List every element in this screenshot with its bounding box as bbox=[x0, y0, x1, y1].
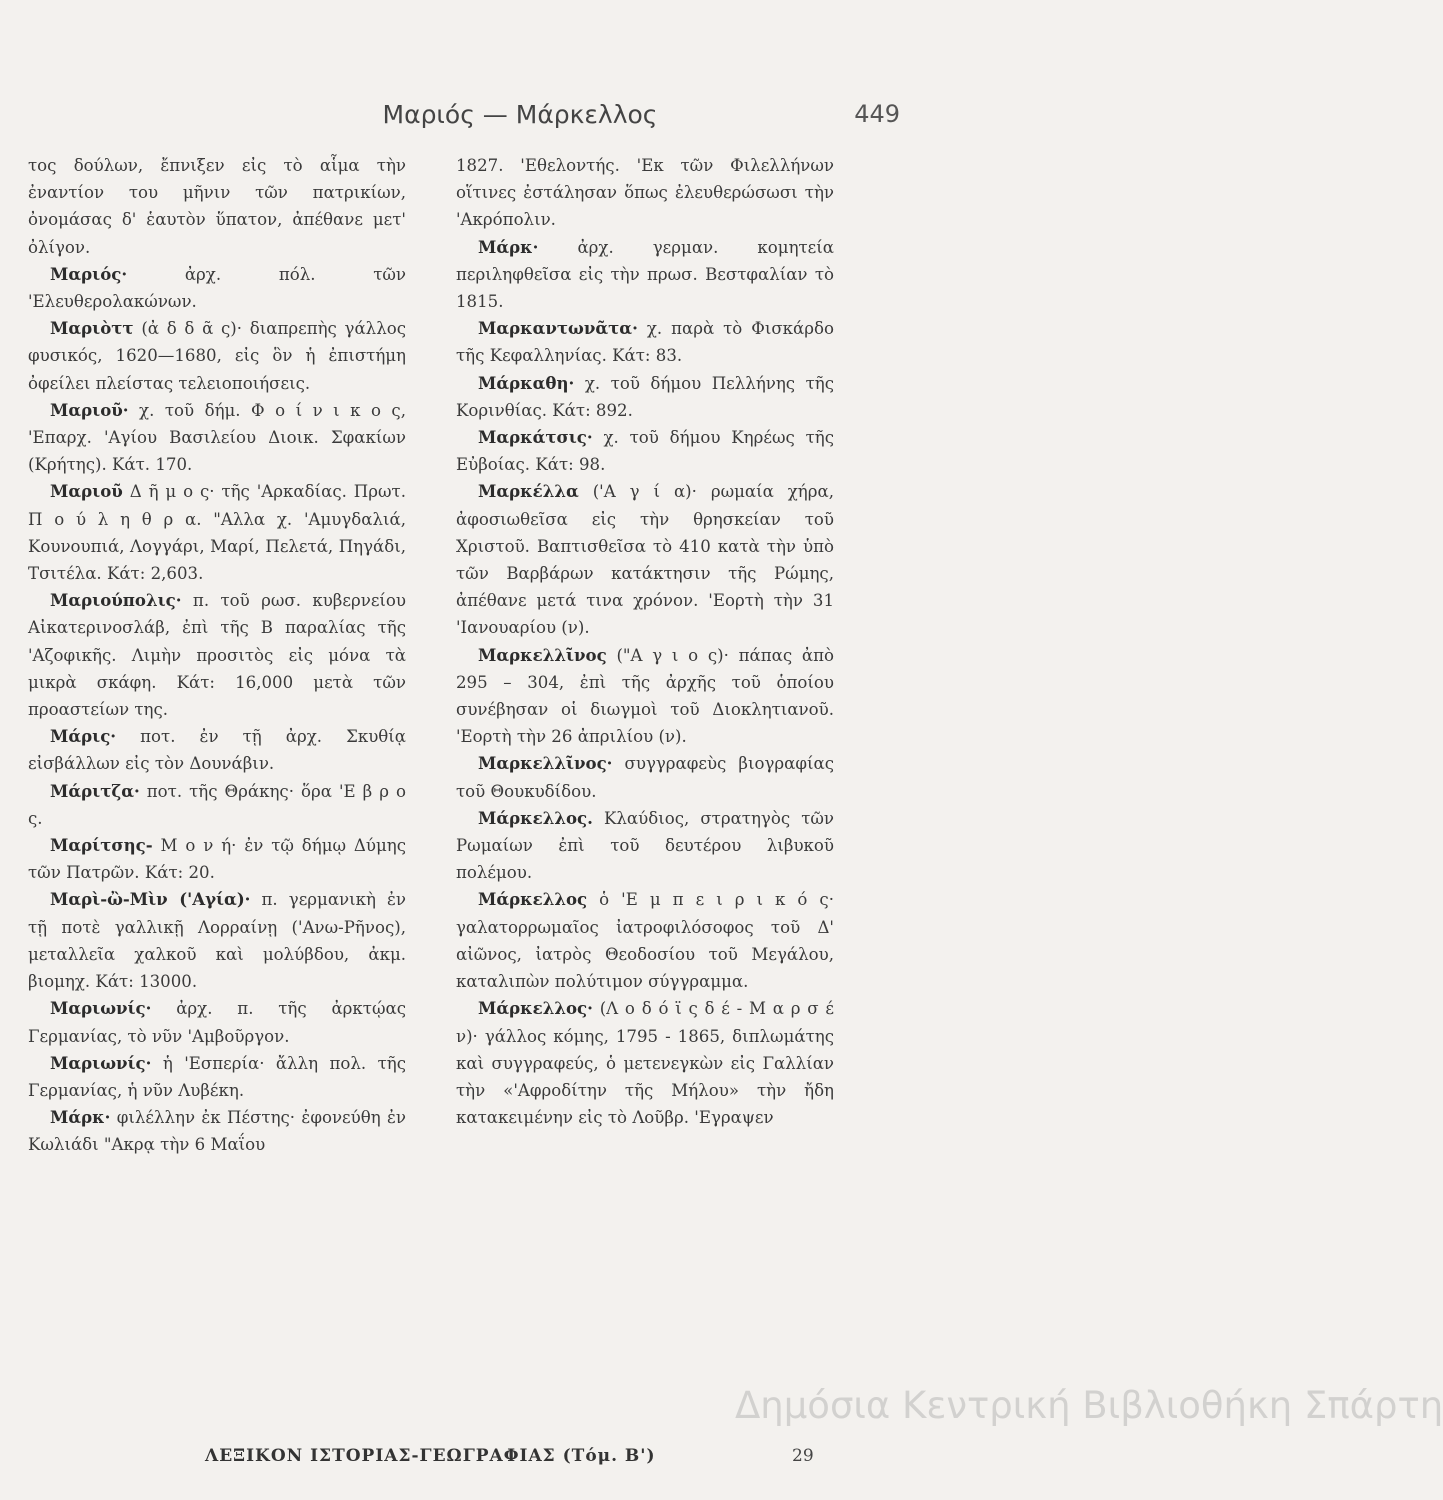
dictionary-entry bbox=[28, 152, 406, 261]
entry-headword: Μάρις· bbox=[50, 726, 117, 747]
dictionary-entry bbox=[456, 642, 834, 751]
dictionary-entry bbox=[28, 886, 406, 995]
library-watermark: Δημόσια Κεντρική Βιβλιοθήκη Σπάρτη bbox=[735, 1384, 1443, 1427]
entry-text: π. τοῦ ρωσ. κυβερνείου Αἰκατερινοσλάβ, ἐπὶ τῆς Β παραλίας τῆς 'Αζοφικῆς. Λιμὴν προσιτὸς εἰς μόνα τὰ μικρὰ σκάφη. Κάτ: 16,000 μετὰ τῶν προαστείων της. bbox=[28, 591, 407, 720]
entry-headword: Μάρκελλος bbox=[478, 889, 588, 910]
entry-headword: Μάρκαθη· bbox=[478, 372, 575, 393]
entry-text: ἀρχ. γερμαν. κομητεία περιληφθεῖσα εἰς τὴν πρωσ. Βεστφαλίαν τὸ 1815. bbox=[456, 237, 834, 312]
right-column bbox=[456, 152, 834, 1131]
entry-headword: Μαριούπολις· bbox=[50, 590, 182, 611]
footer bbox=[0, 1446, 1023, 1470]
entry-text: ἀρχ. πόλ. τῶν 'Ελευθερολακώνων. bbox=[28, 264, 406, 312]
entry-headword: Μαρίτσης- bbox=[50, 835, 153, 856]
entry-text: Κλαύδιος, στρατηγὸς τῶν Ρωμαίων ἐπὶ τοῦ δευτέρου λιβυκοῦ πολέμου. bbox=[456, 808, 834, 883]
footer-title: ΛΕΞΙΚΟΝ ΙΣΤΟΡΙΑΣ-ΓΕΩΓΡΑΦΙΑΣ (Τόμ. Β') bbox=[205, 1446, 656, 1466]
entry-text: ("Α γ ι ο ς)· πάπας ἀπὸ 295 – 304, ἐπὶ τῆς ἀρχῆς τοῦ ὁποίου συνέβησαν οἱ διωγμοὶ τοῦ Διοκλητιανοῦ. 'Εορτὴ τὴν 26 ἀπριλίου (ν). bbox=[456, 645, 835, 747]
dictionary-entry bbox=[456, 805, 834, 887]
signature-mark: 29 bbox=[792, 1446, 814, 1466]
dictionary-entry bbox=[28, 261, 406, 315]
dictionary-entry bbox=[28, 478, 406, 587]
entry-text: ποτ. ἐν τῇ ἀρχ. Σκυθίᾳ εἰσβάλλων εἰς τὸν Δουνάβιν. bbox=[28, 727, 407, 774]
entry-text: τος δούλων, ἔπνιξεν εἰς τὸ αἷμα τὴν ἐναντίον του μῆνιν τῶν πατρικίων, ὀνομάσας δ' ἑαυτὸν ὕπατον, ἀπέθανε μετ' ὀλίγον. bbox=[28, 156, 406, 257]
dictionary-entry bbox=[456, 886, 834, 995]
entry-text: χ. τοῦ δήμου Κηρέως τῆς Εὐβοίας. Κάτ: 98. bbox=[456, 428, 834, 475]
dictionary-entry bbox=[28, 1050, 406, 1104]
dictionary-entry bbox=[456, 370, 834, 424]
dictionary-entry bbox=[456, 152, 834, 234]
entry-headword: Μαρκελλῖνος· bbox=[478, 753, 613, 774]
entry-text: 1827. 'Εθελοντής. 'Εκ τῶν Φιλελλήνων οἵτινες ἐστάλησαν ὅπως ἐλευθερώσωσι τὴν 'Ακρόπολιν. bbox=[456, 156, 834, 230]
entry-text: ποτ. τῆς Θράκης· ὅρα 'Ε β ρ ο ς. bbox=[28, 781, 406, 828]
dictionary-entry bbox=[28, 723, 406, 777]
dictionary-entry bbox=[456, 478, 834, 641]
dictionary-entry bbox=[28, 995, 406, 1049]
dictionary-entry bbox=[456, 424, 834, 478]
entry-text: ὁ 'Ε μ π ε ι ρ ι κ ό ς· γαλατορρωμαῖος ἰατροφιλόσοφος τοῦ Δ' αἰῶνος, ἰατρὸς Θεοδοσίου τοῦ Μεγάλου, καταλιπὼν πολύτιμον σύγγραμμα. bbox=[456, 890, 834, 992]
entry-headword: Μαρκάτσις· bbox=[478, 427, 593, 448]
entry-headword: Μαριωνίς· bbox=[50, 998, 152, 1019]
entry-text: χ. τοῦ δήμου Πελλήνης τῆς Κορινθίας. Κάτ: 892. bbox=[456, 373, 834, 420]
dictionary-entry bbox=[28, 778, 406, 832]
left-column bbox=[28, 152, 406, 1159]
entry-text: ἡ 'Εσπερία· ἄλλη πολ. τῆς Γερμανίας, ἡ νῦν Λυβέκη. bbox=[28, 1053, 406, 1100]
entry-headword: Μάρκ· bbox=[478, 236, 539, 257]
entry-text: χ. παρὰ τὸ Φισκάρδο τῆς Κεφαλληνίας. Κάτ: 83. bbox=[456, 319, 834, 366]
entry-headword: Μαρκέλλα bbox=[478, 481, 579, 502]
running-header: Μαριός — Μάρκελλος bbox=[382, 100, 658, 129]
entry-headword: Μάρκελλος· bbox=[478, 998, 593, 1019]
entry-text: ('Α γ ί α)· ρωμαία χήρα, ἀφοσιωθεῖσα εἰς τὴν θρησκείαν τοῦ Χριστοῦ. Βαπτισθεῖσα τὸ 410 κατὰ τὴν ὑπὸ τῶν Βαρβάρων κατάκτησιν τῆς Ρώμης, ἀπέθανε μετά τινα χρόνον. 'Εορτὴ τὴν 31 'Ιανουαρίου (ν). bbox=[456, 482, 834, 638]
dictionary-entry bbox=[456, 315, 834, 369]
entry-headword: Μάρκελλος. bbox=[478, 807, 593, 828]
entry-text: Μ ο ν ή· ἐν τῷ δήμῳ Δύμης τῶν Πατρῶν. Κάτ: 20. bbox=[28, 836, 406, 883]
dictionary-entry bbox=[456, 995, 834, 1131]
dictionary-entry bbox=[456, 234, 834, 316]
entry-headword: Μαριοῦ bbox=[50, 481, 123, 502]
entry-text: χ. τοῦ δήμ. Φ ο ί ν ι κ ο ς, 'Επαρχ. 'Αγίου Βασιλείου Διοικ. Σφακίων (Κρήτης). Κάτ. 170. bbox=[28, 400, 406, 475]
entry-headword: Μαριωνίς· bbox=[50, 1052, 152, 1073]
dictionary-entry bbox=[28, 1104, 406, 1158]
entry-headword: Μαριὸττ bbox=[50, 318, 134, 339]
dictionary-entry bbox=[456, 750, 834, 804]
entry-text: (ἀ δ δ ᾶ ς)· διαπρεπὴς γάλλος φυσικός, 1620—1680, εἰς ὃν ἡ ἐπιστήμη ὀφείλει πλείστας τελειοποιήσεις. bbox=[28, 319, 406, 393]
entry-text: Δ ῆ μ ο ς· τῆς 'Αρκαδίας. Πρωτ. Π ο ύ λ η θ ρ α. "Αλλα χ. 'Αμυγδαλιά, Κουνουπιά, Λογγάρι, Μαρί, Πελετά, Πηγάδι, Τσιτέλα. Κάτ: 2,603. bbox=[28, 482, 407, 584]
entry-text: (Λ ο δ ό ϊ ς δ έ - Μ α ρ σ έ ν)· γάλλος κόμης, 1795 - 1865, διπλωμάτης καὶ συγγραφεύς, ὁ μετενεγκὼν εἰς Γαλλίαν τὴν «'Αφροδίτην τῆς Μήλου» τὴν ἤδη κατακειμένην εἰς τὸ Λοῦβρ. 'Εγραψεν bbox=[456, 999, 834, 1128]
page-number: 449 bbox=[854, 100, 900, 128]
entry-headword: Μάριτζα· bbox=[50, 780, 140, 801]
entry-text: π. γερμανικὴ ἐν τῇ ποτὲ γαλλικῇ Λορραίνῃ ('Ανω-Ρῆνος), μεταλλεῖα χαλκοῦ καὶ μολύβδου, ἀκμ. βιομηχ. Κάτ: 13000. bbox=[28, 890, 407, 992]
entry-text: ἀρχ. π. τῆς ἀρκτῴας Γερμανίας, τὸ νῦν 'Αμβοῦργον. bbox=[28, 999, 406, 1046]
entry-text: συγγραφεὺς βιογραφίας τοῦ Θουκυδίδου. bbox=[456, 754, 834, 801]
dictionary-entry bbox=[28, 397, 406, 479]
entry-headword: Μαρκαντωνᾶτα· bbox=[478, 318, 638, 339]
dictionary-entry bbox=[28, 315, 406, 397]
entry-headword: Μάρκ· bbox=[50, 1107, 111, 1128]
entry-headword: Μαρὶ-ὢ-Μὶν ('Αγία)· bbox=[50, 889, 251, 910]
dictionary-entry bbox=[28, 832, 406, 886]
dictionary-entry bbox=[28, 587, 406, 723]
entry-text: φιλέλλην ἐκ Πέστης· ἐφονεύθη ἐν Κωλιάδι "Ακρᾳ τὴν 6 Μαΐου bbox=[28, 1108, 406, 1155]
entry-headword: Μαριοῦ· bbox=[50, 399, 129, 420]
entry-headword: Μαριός· bbox=[50, 263, 128, 284]
entry-headword: Μαρκελλῖνος bbox=[478, 644, 607, 665]
